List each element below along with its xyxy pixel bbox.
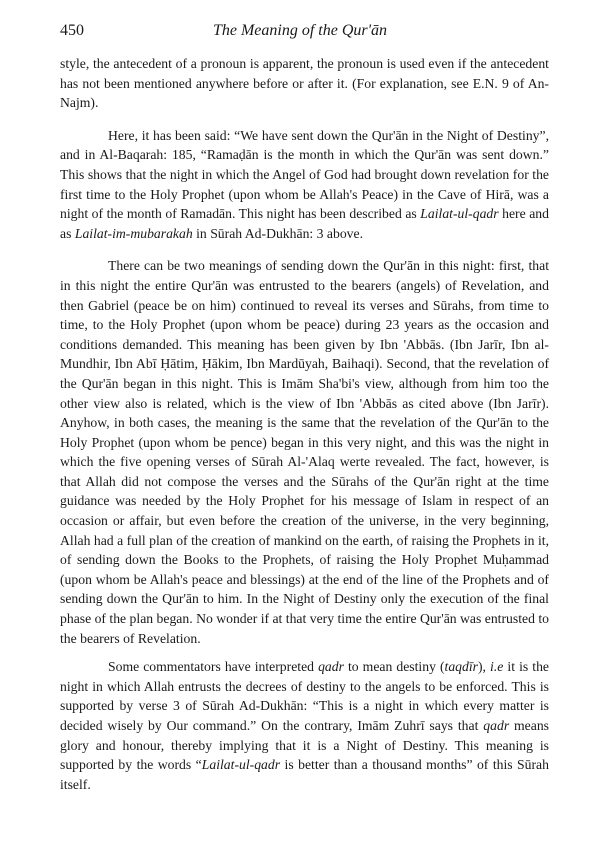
- text-run: There can be two meanings of sending down the Qur'ān in this night: first, that in this night the entire Qur'ān was entrusted to the bearers (angels) of Revelation, and then Gabriel (peace be on him) continued to reveal its verses and Sūrahs, from time to time, to the Holy Prophet (upon whom be peace) during 23 years as the occasion and conditions demanded. This meaning has been given by Ibn 'Abbās. (Ibn Jarīr, Ibn al-Mundhir, Ibn Abī Ḥātim, Ḥākim, Ibn Mardūyah, Baihaqi). Second, that the revelation of the Qur'ān began in this night. This is Imām Sha'bi's view, although from him too the other view also is related, which is the view of Ibn 'Abbās as cited above (Ibn Jarīr). Anyhow, in both cases, the meaning is the same that the revelation of the Qur'ān to the Holy Prophet (upon whom be pence) began in this very night, and this was the night in which the five opening verses of Sūrah Al-'Alaq werte revealed. The fact, however, is that Allah did not compose the verses and the Sūrahs of the Qur'ān right at the time guidance was needed by the Holy Prophet for his message of Islam in respect of an occasion or affair, but even before the creation of the universe, in the very beginning, Allah had a full plan of the creation of mankind on the earth, of raising the Prophets in it, of sending down the Books to the Prophets, of raising the Holy Prophet Muḥammad (upon whom be Allah's peace and blessings) at the end of the line of the Prophets and of sending down the Qur'ān to him. In the Night of Destiny only the execution of the final phase of the plan began. No wonder if at that very time the entire Qur'ān was entrusted to the bearers of Revelation.: [60, 258, 549, 646]
- text-run: is better than a thousand months” of this Sūrah itself.: [60, 757, 549, 792]
- running-title: The Meaning of the Qur'ān: [212, 22, 388, 39]
- text-run: Here, it has been said: “We have sent down the Qur'ān in the Night of Destiny”, and in Al-Baqarah: 185, “Ramaḍān is the month in which the Qur'ān was sent down.” This shows that the night in which the Angel of God had brought down revelation for the first time to the Holy Prophet (upon whom be Allah's Peace) in the Cave of Hirā, was a night of the month of Ramadān. This night has been described as: [60, 127, 549, 222]
- text-run: ),: [478, 659, 491, 675]
- page-number: 450: [60, 22, 84, 39]
- italic-term: taqdīr: [444, 659, 478, 675]
- text-run: style, the antecedent of a pronoun is apparent, the pronoun is used even if the antecedent has not been mentioned anywhere before or after it. (For explanation, see E.N. 9 of An-Najm).: [60, 56, 549, 111]
- italic-term: qadr: [318, 659, 344, 675]
- italic-term: Lailat-im-mubarakah: [74, 225, 193, 241]
- text-run: here and as: [60, 206, 549, 241]
- text-run: Some commentators have interpreted: [108, 659, 319, 675]
- paragraph-night-of-destiny: [60, 126, 549, 244]
- page-header: [60, 22, 540, 44]
- text-run: in Sūrah Ad-Dukhān: 3 above.: [192, 225, 364, 241]
- text-run: it is the night in which Allah entrusts the decrees of destiny to the angels to be enforced. This is supported by verse 3 of Sūrah Ad-Dukhān: “This is a night in which every matter is decided wisely by Our command.” On the contrary, Imām Zuhrī says that: [60, 659, 549, 733]
- italic-term: Lailat-ul-qadr: [420, 206, 499, 222]
- paragraph-two-meanings: [60, 256, 549, 648]
- italic-term: qadr: [483, 718, 510, 733]
- text-run: means glory and honour, thereby implying that it is a Night of Destiny. This meaning is supported by the words “: [60, 718, 550, 773]
- italic-term: i.e: [490, 659, 504, 675]
- paragraph-continuation: [60, 54, 549, 113]
- text-run: to mean destiny (: [343, 659, 445, 675]
- italic-term: Lailat-ul-qadr: [201, 757, 281, 773]
- paragraph-qadr-interpretation: [60, 657, 549, 794]
- body-text: [60, 54, 549, 794]
